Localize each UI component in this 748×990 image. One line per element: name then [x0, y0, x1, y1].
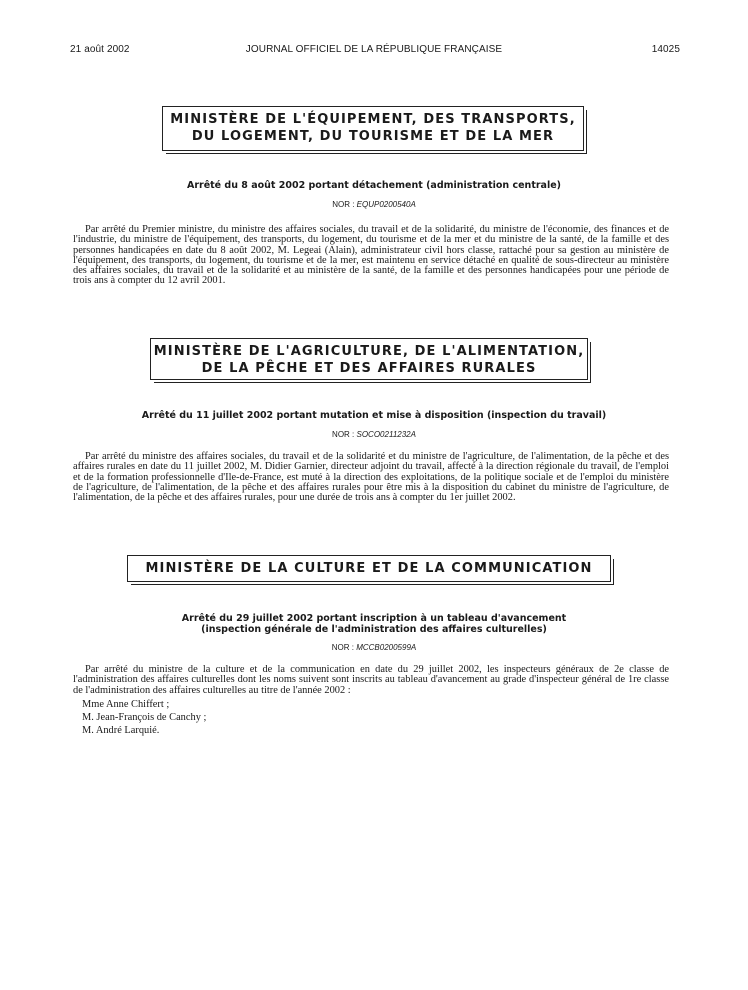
page-number: 14025: [651, 44, 680, 55]
nor-reference: NOR : EQUP0200540A: [332, 200, 416, 209]
ministry-name-line2: DE LA PÊCHE ET DES AFFAIRES RURALES: [201, 361, 537, 376]
arrete-title: Arrêté du 8 août 2002 portant détachement (administration centrale): [186, 180, 562, 191]
arrete-title: Arrêté du 29 juillet 2002 portant inscription à un tableau d'avancement (inspection générale de l'administration des affaires culturelles): [181, 613, 567, 635]
arrete-body: Par arrêté du ministre de la culture et de la communication en date du 29 juillet 2002, les inspecteurs généraux de 2e classe de l'administration des affaires culturelles dont les noms suivent sont inscrits au tableau d'avancement au grade d'inspecteur général de 1re classe de l'administration des affaires culturelles au titre de l'année 2002 :: [73, 664, 669, 696]
list-item: M. André Larquié.: [82, 725, 160, 736]
header-date: 21 août 2002: [70, 44, 130, 55]
journal-title: JOURNAL OFFICIEL DE LA RÉPUBLIQUE FRANÇAISE: [245, 44, 503, 55]
names-list: [82, 698, 206, 737]
list-item: Mme Anne Chiffert ;: [82, 699, 170, 710]
arrete-body: Par arrêté du Premier ministre, du ministre des affaires sociales, du travail et de la solidarité, du ministre de l'économie, des finances et de l'industrie, du ministre de l'équipement, des transports, du logement, du tourisme et de la mer et du ministre de la santé, de la famille et des personnes handicapées en date du 8 août 2002, M. Legeai (Alain), administrateur civil hors classe, rattaché pour sa gestion au ministère de l'équipement, des transports, du logement, du tourisme et de la mer, est maintenu en service détaché en qualité de sous-directeur au ministère des affaires sociales, du travail et de la solidarité et au ministère de la santé, de la famille et des personnes handicapées pour une période de trois ans à compter du 12 avril 2001.: [73, 224, 669, 287]
list-item: M. Jean-François de Canchy ;: [82, 712, 207, 723]
ministry-box-equipement: [162, 106, 584, 151]
nor-reference: NOR : SOCO0211232A: [332, 430, 416, 439]
ministry-name-line1: MINISTÈRE DE L'AGRICULTURE, DE L'ALIMENTATION,: [153, 344, 585, 359]
arrete-title: Arrêté du 11 juillet 2002 portant mutation et mise à disposition (inspection du travail): [141, 410, 607, 421]
ministry-box-agriculture: [150, 338, 588, 380]
ministry-name-line2: DU LOGEMENT, DU TOURISME ET DE LA MER: [191, 129, 555, 144]
nor-reference: NOR : MCCB0200599A: [331, 643, 417, 652]
arrete-body: Par arrêté du ministre des affaires sociales, du travail et de la solidarité et du ministre de l'agriculture, de l'alimentation, de la pêche et des affaires rurales en date du 11 juillet 2002, M. Didier Garnier, directeur adjoint du travail, affecté à la direction régionale du travail, de l'emploi et de la formation professionnelle d'Ile-de-France, est muté à la direction des exploitations, de la politique sociale et de l'emploi du ministère de l'agriculture, de l'alimentation, de la pêche et des affaires rurales pour être mis à la disposition du cabinet du ministre de l'agriculture, de l'alimentation, de la pêche et des affaires rurales, pour une durée de trois ans à compter du 1er juillet 2002.: [73, 451, 669, 504]
ministry-name-line1: MINISTÈRE DE LA CULTURE ET DE LA COMMUNICATION: [145, 561, 593, 576]
ministry-box-culture: [127, 555, 611, 582]
ministry-name-line1: MINISTÈRE DE L'ÉQUIPEMENT, DES TRANSPORTS,: [170, 112, 576, 127]
